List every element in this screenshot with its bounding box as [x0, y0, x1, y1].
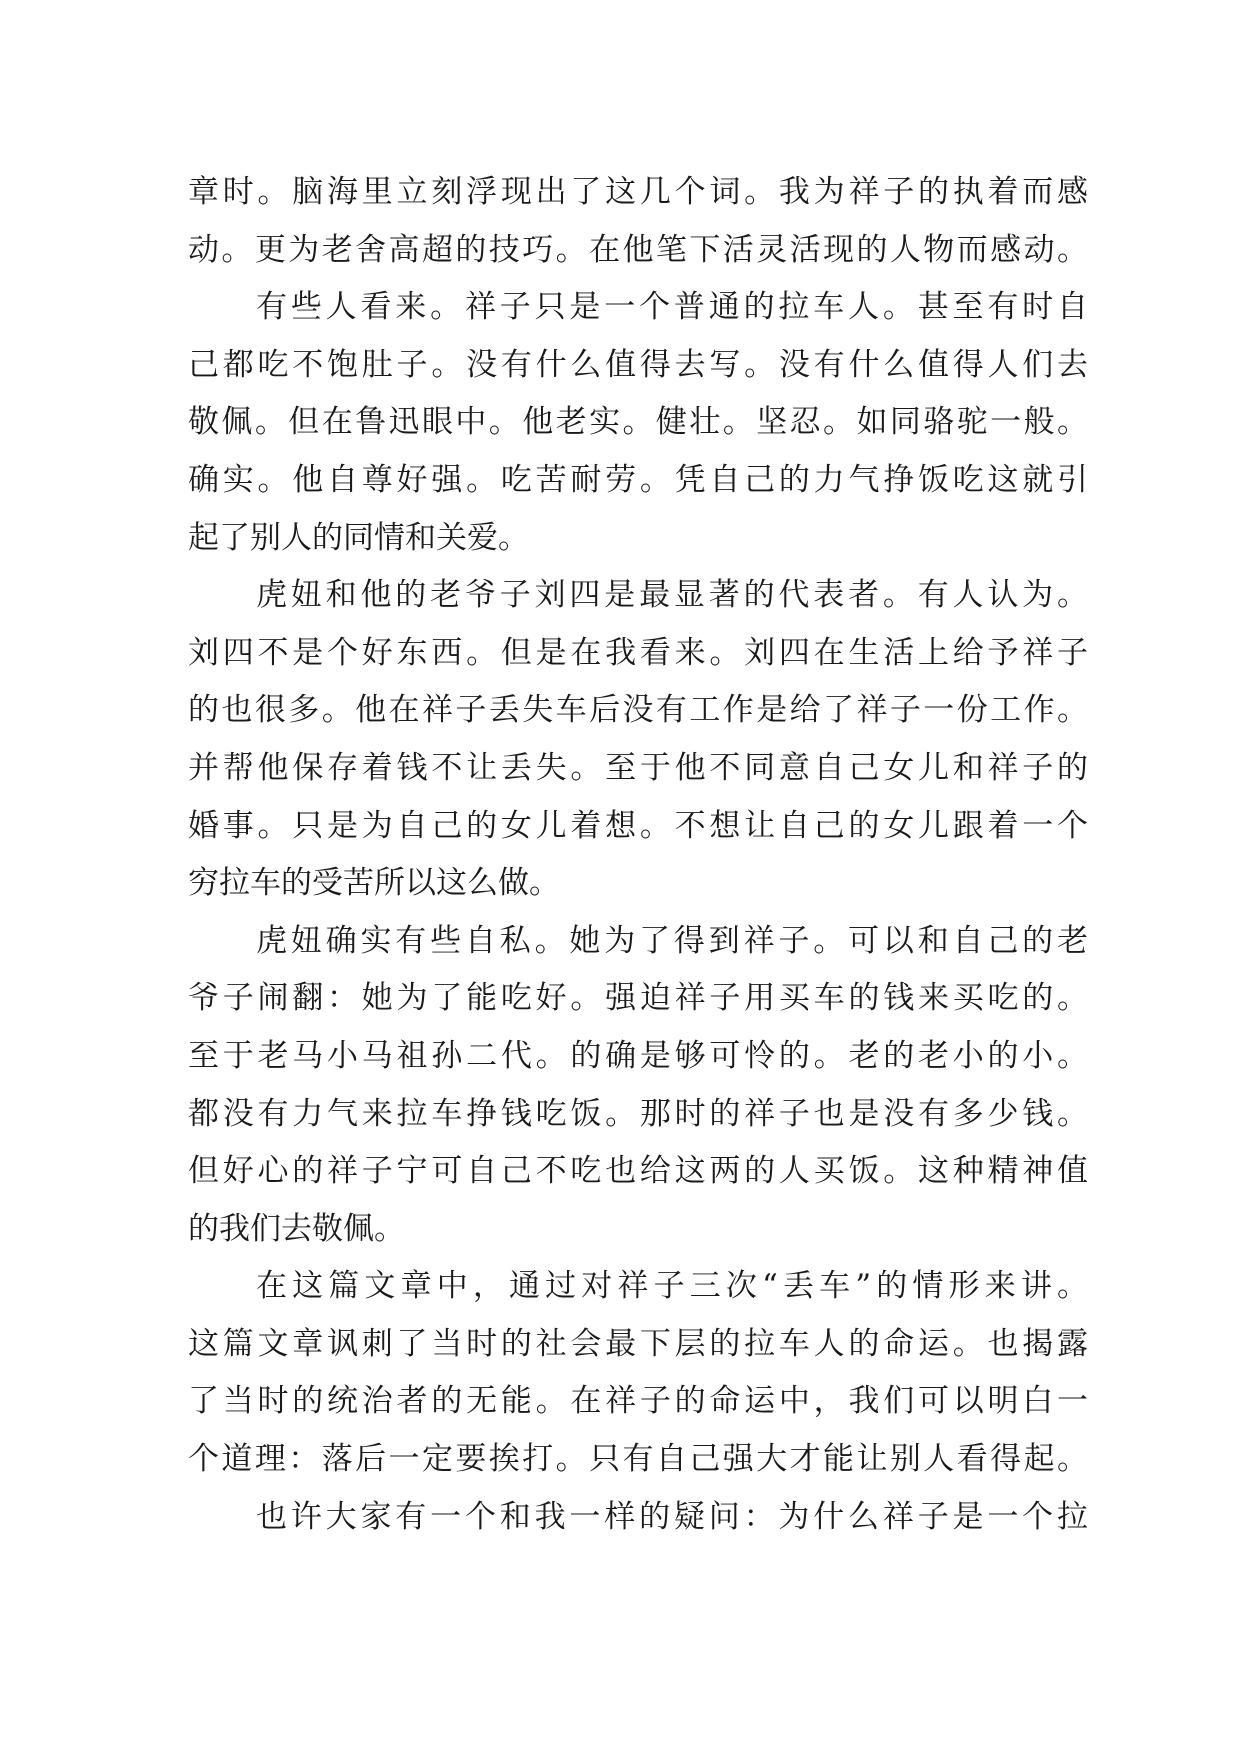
text-line: 也许大家有一个和我一样的疑问：为什么祥子是一个拉 — [256, 1498, 1088, 1535]
text-line: 婚事。只是为自己的女儿着想。不想让自己的女儿跟着一个 — [188, 807, 1088, 844]
text-line: 己都吃不饱肚子。没有什么值得去写。没有什么值得人们去 — [188, 346, 1088, 383]
text-line: 个道理：落后一定要挨打。只有自己强大才能让别人看得起。 — [188, 1441, 1088, 1478]
text-line: 敬佩。但在鲁迅眼中。他老实。健壮。坚忍。如同骆驼一般。 — [188, 404, 1088, 441]
text-line: 了当时的统治者的无能。在祥子的命运中，我们可以明白一 — [188, 1383, 1088, 1420]
text-line: 虎妞和他的老爷子刘四是最显著的代表者。有人认为。 — [256, 577, 1088, 614]
text-line: 的也很多。他在祥子丢失车后没有工作是给了祥子一份工作。 — [188, 692, 1088, 729]
text-line: 动。更为老舍高超的技巧。在他笔下活灵活现的人物而感动。 — [188, 231, 1088, 268]
text-line: 虎妞确实有些自私。她为了得到祥子。可以和自己的老 — [256, 922, 1088, 959]
text-line: 但好心的祥子宁可自己不吃也给这两的人买饭。这种精神值 — [188, 1153, 1088, 1190]
text-line: 至于老马小马祖孙二代。的确是够可怜的。老的老小的小。 — [188, 1037, 1088, 1074]
article-body — [188, 164, 1088, 1546]
text-line: 章时。脑海里立刻浮现出了这几个词。我为祥子的执着而感 — [188, 174, 1088, 210]
text-line: 穷拉车的受苦所以这么做。 — [188, 865, 560, 902]
text-line: 这篇文章讽刺了当时的社会最下层的拉车人的命运。也揭露 — [188, 1325, 1088, 1362]
text-line: 的我们去敬佩。 — [188, 1210, 405, 1247]
text-line: 起了别人的同情和关爱。 — [188, 519, 529, 556]
text-line: 在这篇文章中，通过对祥子三次“丢车”的情形来讲。 — [256, 1268, 1088, 1305]
text-line: 都没有力气来拉车挣钱吃饭。那时的祥子也是没有多少钱。 — [188, 1095, 1088, 1132]
text-line: 有些人看来。祥子只是一个普通的拉车人。甚至有时自 — [256, 289, 1088, 326]
text-line: 爷子闹翻：她为了能吃好。强迫祥子用买车的钱来买吃的。 — [188, 980, 1088, 1017]
text-line: 确实。他自尊好强。吃苦耐劳。凭自己的力气挣饭吃这就引 — [188, 461, 1088, 498]
text-line: 并帮他保存着钱不让丢失。至于他不同意自己女儿和祥子的 — [188, 749, 1088, 786]
text-line: 刘四不是个好东西。但是在我看来。刘四在生活上给予祥子 — [188, 634, 1088, 671]
